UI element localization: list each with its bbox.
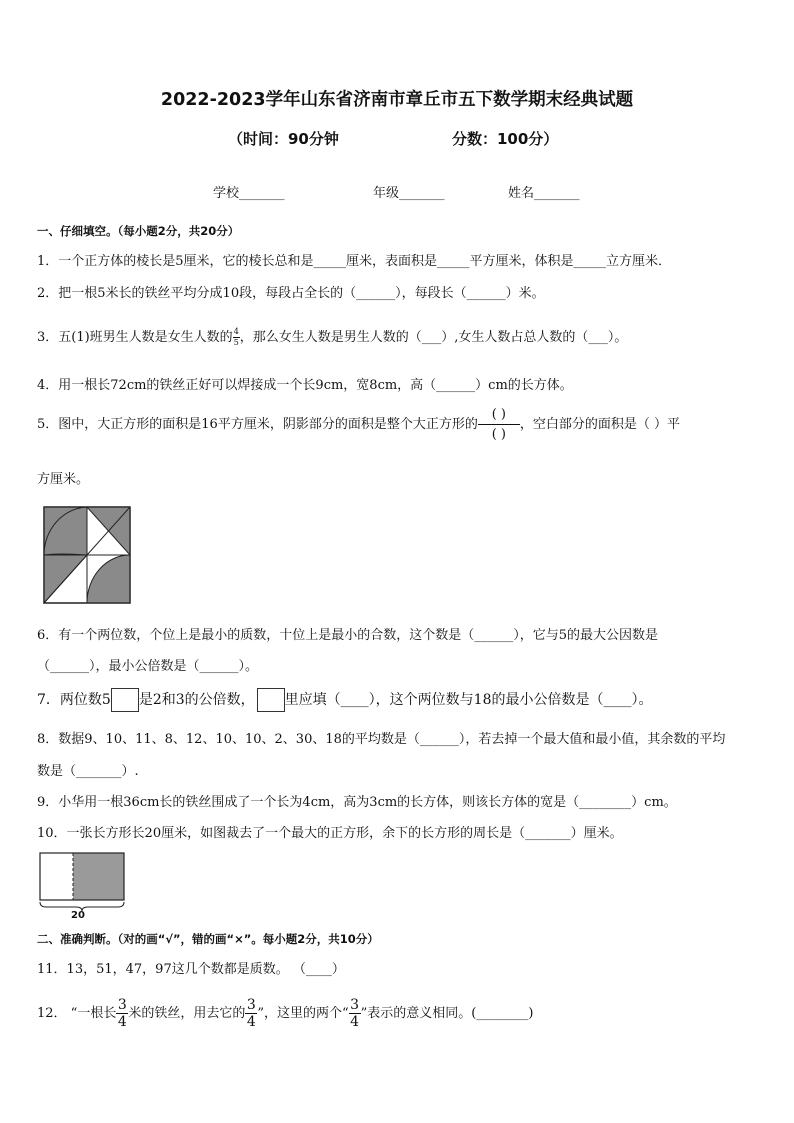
question-1: 1．一个正方体的棱长是5厘米，它的棱长总和是_____厘米，表面积是_____平方厘米，体积是_____立方厘米． — [37, 254, 672, 269]
question-9: 9．小华用一根36cm长的铁丝围成了一个长为4cm，高为3cm的长方体，则该长方体的宽是（________）cm。 — [37, 795, 677, 810]
question-3-text-b: ，那么女生人数是男生人数的（___）,女生人数占总人数的（___）。 — [239, 330, 628, 345]
question-12 — [37, 998, 533, 1029]
fraction-denominator: ( ) — [491, 427, 506, 442]
question-10: 10．一张长方形长20厘米，如图裁去了一个最大的正方形，余下的长方形的周长是（_______）厘米。 — [37, 826, 623, 841]
fraction-denominator: 5 — [233, 338, 239, 347]
question-12-text-d: ”表示的意义相同。(________) — [360, 1006, 534, 1021]
fraction-numerator: 3 — [117, 997, 127, 1013]
question-5-text-a: 5．图中，大正方形的面积是16平方厘米，阴影部分的面积是整个大正方形的 — [37, 417, 478, 432]
question-6-continued: （______），最小公倍数是（______）。 — [37, 659, 259, 674]
question-6: 6．有一个两位数，个位上是最小的质数，十位上是最小的合数，这个数是（______），它与5的最大公因数是 — [37, 628, 659, 643]
question-7-text-a: 7．两位数5 — [37, 692, 111, 708]
question-2: 2．把一根5米长的铁丝平均分成10段，每段占全长的（______），每段长（______）米。 — [37, 286, 545, 301]
fraction-numerator: ( ) — [478, 408, 520, 425]
page-title: 2022-2023学年山东省济南市章丘市五下数学期末经典试题 — [160, 90, 634, 110]
length-label: 20 — [71, 910, 85, 921]
question-5-text-b: ，空白部分的面积是（ ）平 — [519, 417, 680, 432]
fraction-3-4-c — [349, 998, 361, 1029]
question-3 — [37, 326, 627, 347]
question-5 — [37, 408, 680, 441]
question-5-fraction — [478, 408, 520, 441]
question-12-text-c: ”，这里的两个“ — [257, 1006, 349, 1021]
cut-square-shaded — [73, 853, 124, 900]
name-field[interactable]: 姓名_______ — [508, 186, 580, 201]
question-3-fraction — [233, 328, 240, 347]
fraction-3-4-b — [245, 998, 257, 1029]
fraction-numerator: 3 — [246, 997, 256, 1013]
digit-blank-box-2[interactable] — [257, 688, 285, 712]
exam-score: 分数：100分） — [452, 130, 559, 148]
square-figure — [40, 503, 134, 607]
school-field[interactable]: 学校_______ — [213, 186, 285, 201]
exam-time: （时间：90分钟 — [228, 130, 339, 148]
section-2-heading: 二、准确判断。（对的画“√”，错的画“×”。每小题2分，共10分） — [37, 932, 379, 946]
fraction-denominator: 4 — [246, 1014, 256, 1030]
grade-field[interactable]: 年级_______ — [373, 186, 445, 201]
question-8: 8．数据9、10、11、8、12、10、10、2、30、18的平均数是（______），若去掉一个最大值和最小值，其余数的平均 — [37, 732, 726, 747]
question-8-continued: 数是（_______）. — [37, 764, 139, 779]
fraction-numerator: 4 — [233, 327, 239, 336]
section-1-heading: 一、仔细填空。（每小题2分，共20分） — [37, 224, 240, 238]
fraction-denominator: 4 — [350, 1014, 360, 1030]
question-11: 11．13，51，47，97这几个数都是质数。 （____） — [37, 962, 345, 977]
question-7-text-c: 里应填（____），这个两位数与18的最小公倍数是（____）。 — [284, 692, 653, 708]
question-7-text-b: 是2和3的公倍数， — [138, 692, 255, 708]
question-12-text-b: 米的铁丝，用去它的 — [128, 1006, 246, 1021]
question-4: 4．用一根长72cm的铁丝正好可以焊接成一个长9cm，宽8cm，高（______）cm的长方体。 — [37, 378, 573, 393]
question-3-text-a: 3．五(1)班男生人数是女生人数的 — [37, 330, 233, 345]
fraction-denominator: 4 — [117, 1014, 127, 1030]
question-7 — [37, 688, 652, 712]
question-12-text-a: 12． “一根长 — [37, 1006, 117, 1021]
digit-blank-box[interactable] — [111, 688, 139, 712]
fraction-3-4-a — [116, 998, 128, 1029]
fraction-numerator: 3 — [350, 997, 360, 1013]
question-5-continued: 方厘米。 — [37, 472, 90, 487]
